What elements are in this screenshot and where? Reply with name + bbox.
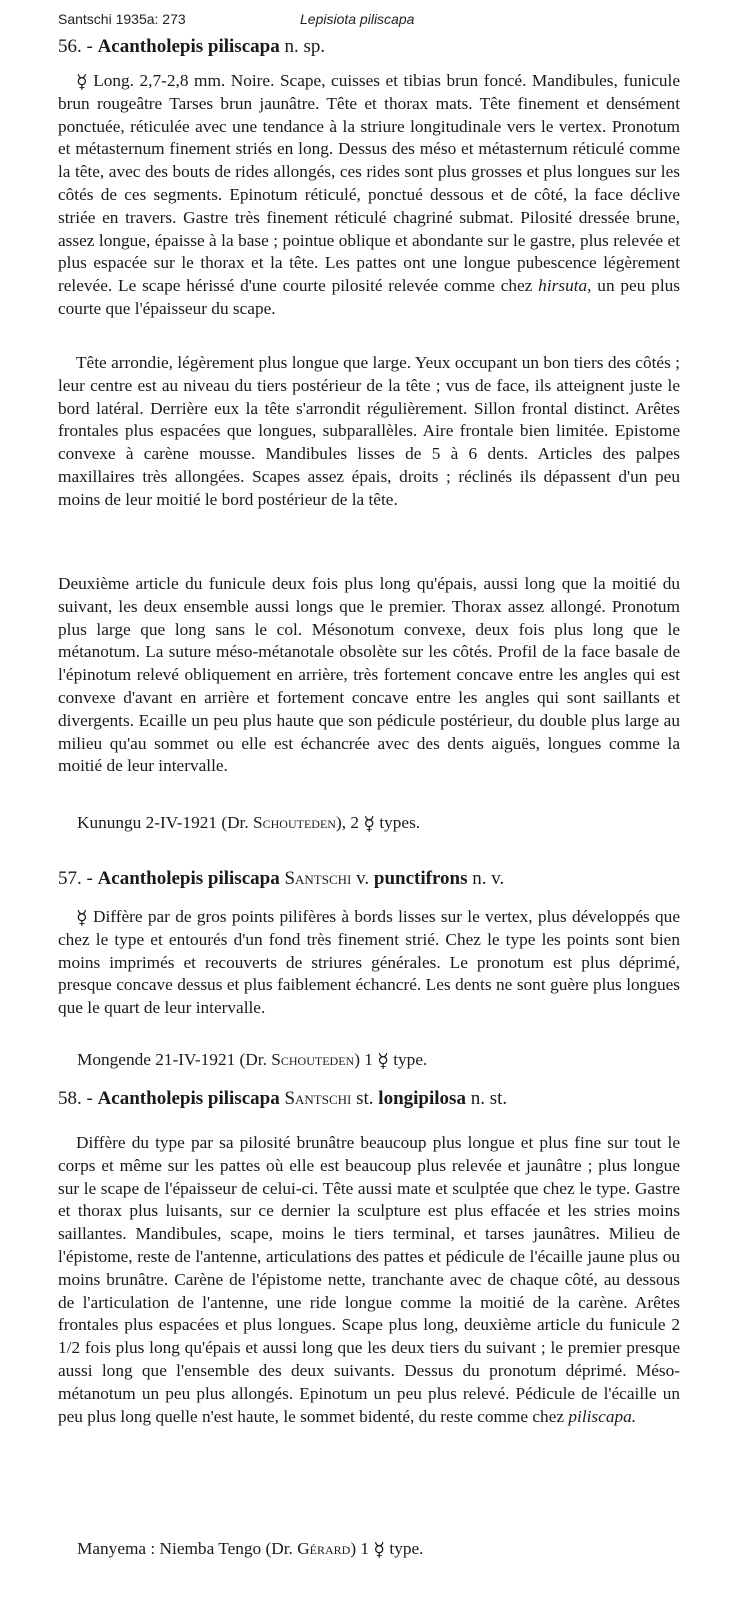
section-58-heading: [58, 1088, 507, 1110]
status-label: n. st.: [470, 1088, 508, 1109]
worker-symbol: ☿: [377, 1051, 389, 1072]
italic-name: piliscapa.: [568, 1406, 637, 1426]
worker-symbol: ☿: [363, 814, 375, 835]
author-name: Santschi: [284, 868, 352, 889]
infraspecific-name: punctifrons: [373, 868, 468, 889]
description-text: Diffère par de gros points pilifères à bords lisses sur le vertex, plus développés que chez le type et entourés d'un fond très finement strié. Chez le type les points sont bien moins imprimés et recouverts de striures générales. Le pronotum est plus déprimé, presque concave dessus et plus faiblement échancré. Les dents ne sont guère plus longues que le quart de leur intervalle.: [58, 907, 680, 1018]
locality-text: ), 2: [335, 813, 359, 832]
description-text: Diffère du type par sa pilosité brunâtre beaucoup plus longue et plus fine sur tout le corps et même sur les pattes où elle est beaucoup plus relevée et jaunâtre ; plus longue sur le scape de l'épaisseur de celui-ci. Tête aussi mate et sculptée que chez le type. Gastre et thorax plus luisants, sur ce dernier la sculpture est plus effacée et les stries moins saillantes. Mandibules, scape, moins le tiers terminal, et tarses jaunâtres. Milieu de l'épistome, reste de l'antenne, articulations des pattes et pédicule de l'écaille jaune plus ou moins brunâtre. Carène de l'épistome nette, tranchante avec de chaque côté, au dessous de l'articulation de l'antenne, une ride longue comme la moitié de la carène. Arêtes frontales plus espacées et plus longues. Scape plus long, deuxième article du funicule 2 1/2 fois plus long qu'épais et aussi long que les deux tiers du suivant ; le premier presque aussi long que l'ensemble des deux suivants. Dessus du pronotum déprimé. Méso-métanotum un peu plus allongés. Epinotum un peu plus relevé. Pédicule de l'écaille un peu plus long quelle n'est haute, le sommet bidenté, du reste comme chez: [58, 1133, 680, 1426]
species-name: Acantholepis piliscapa: [97, 868, 280, 889]
section-57-heading: [58, 868, 504, 890]
section-56-paragraph-1: [58, 70, 680, 321]
section-56-heading: [58, 36, 325, 58]
taxon-header: Lepisiota piliscapa: [300, 11, 415, 27]
description-text: Deuxième article du funicule deux fois plus long qu'épais, aussi long que la moitié du suivant, les deux ensemble aussi longs que le premier. Thorax assez allongé. Pronotum plus large que long sans le col. Mésonotum convexe, deux fois plus long que le métanotum. La suture méso-métanotale obsolète sur les côtés. Profil de la face basale de l'épinotum relevé obliquement en arrière, très fortement concave entre les angles qui est convexe d'avant en arrière et fortement concave entre les angles qui sont saillants et divergents. Ecaille un peu plus haute que son pédicule postérieur, du double plus large au milieu qu'au sommet ou elle est échancrée avec des dents aiguës, longues comme la moitié de leur intervalle.: [58, 574, 680, 776]
section-58-paragraph-1: [58, 1132, 680, 1428]
locality-text: ) 1: [350, 1539, 370, 1558]
collector-name: Schouteden: [271, 1050, 355, 1069]
status-label: n. sp.: [284, 36, 326, 57]
section-56-locality: [77, 813, 420, 834]
section-56-paragraph-3: [58, 573, 680, 778]
locality-text: Kunungu 2-IV-1921 (Dr.: [77, 813, 249, 832]
infraspecific-name: longipilosa: [378, 1088, 466, 1109]
collector-name: Schouteden: [253, 813, 336, 832]
description-text: Long. 2,7-2,8 mm. Noire. Scape, cuisses et tibias brun foncé. Mandibules, funicule brun rougeâtre Tarses brun jaunâtre. Tête et thorax mats. Tête finement et densément ponctuée, réticulée avec une tendance à la striure longitudinale vers le vertex. Pronotum et métasternum finement striés en long. Dessus des méso et métasternum réticulé comme la tête, avec des bouts de rides allongés, ces rides sont plus grosses et plus longues sur les côtés de ces segments. Epinotum réticulé, ponctué dessous et de côté, la face déclive striée en travers. Gastre très finement réticulé chagriné submat. Pilosité dressée brune, assez longue, épaisse à la base ; pointue oblique et abondante sur le gastre, plus relevée et plus espacée sur le thorax et la tête. Les pattes ont une longue pubescence légèrement relevée. Le scape hérissé d'une courte pilosité relevée comme chez: [58, 71, 680, 296]
section-58-locality: [77, 1539, 423, 1560]
locality-text: Manyema : Niemba Tengo (Dr.: [77, 1539, 293, 1558]
section-56-paragraph-2: [58, 352, 680, 512]
locality-text: types.: [379, 813, 421, 832]
collector-name: Gérard: [297, 1539, 351, 1558]
section-number: 58. -: [58, 1088, 93, 1109]
description-text: un peu plus courte que l'épaisseur du scape.: [58, 276, 680, 318]
locality-text: Mongende 21-IV-1921 (Dr.: [77, 1050, 267, 1069]
species-name: Acantholepis piliscapa: [97, 36, 280, 57]
worker-symbol: ☿: [76, 72, 88, 93]
worker-symbol: ☿: [76, 908, 88, 929]
status-label: n. v.: [472, 868, 505, 889]
species-name: Acantholepis piliscapa: [97, 1088, 280, 1109]
section-number: 57. -: [58, 868, 93, 889]
section-number: 56. -: [58, 36, 93, 57]
description-text: Tête arrondie, légèrement plus longue que large. Yeux occupant un bon tiers des côtés ; leur centre est au niveau du tiers postérieur de la tête ; vus de face, ils atteignent juste le bord latéral. Derrière eux la tête s'arrondit régulièrement. Sillon frontal distinct. Arêtes frontales plus espacées que longues, subparallèles. Aire frontale bien limitée. Epistome convexe à carène mousse. Mandibules lisses de 5 à 6 dents. Articles des palpes maxillaires très allongées. Scapes assez épais, droits ; réclinés ils dépassent d'un peu moins de leur moitié le bord postérieur de la tête.: [58, 353, 680, 509]
locality-text: ) 1: [354, 1050, 373, 1069]
locality-text: type.: [393, 1050, 428, 1069]
author-name: Santschi: [284, 1088, 352, 1109]
citation-header: Santschi 1935a: 273: [58, 11, 186, 27]
locality-text: type.: [389, 1539, 424, 1558]
section-57-paragraph-1: [58, 906, 680, 1020]
rank-label: v.: [356, 868, 370, 889]
worker-symbol: ☿: [373, 1540, 386, 1561]
italic-name: hirsuta,: [538, 276, 592, 296]
rank-label: st.: [356, 1088, 374, 1109]
section-57-locality: [77, 1050, 427, 1071]
